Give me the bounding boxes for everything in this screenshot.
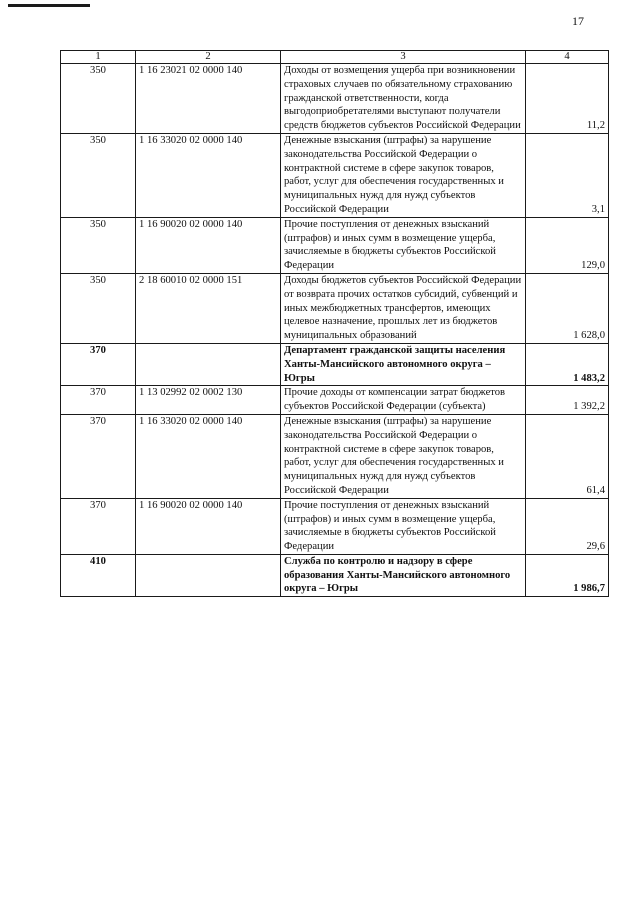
- budget-code-cell: [136, 554, 281, 596]
- admin-code-cell: 350: [61, 217, 136, 273]
- revenue-name-cell: Прочие поступления от денежных взысканий (штрафов) и иных сумм в возмещение ущерба, зачисляемые в бюджеты субъектов Российской Федерации: [281, 498, 526, 554]
- column-header-2: 2: [136, 51, 281, 64]
- admin-code-cell: 370: [61, 386, 136, 415]
- admin-code-cell: 350: [61, 273, 136, 343]
- table-row: [61, 273, 609, 343]
- table-row: [61, 64, 609, 134]
- revenue-name-cell: Служба по контролю и надзору в сфере образования Ханты-Мансийского автономного округа – Югры: [281, 554, 526, 596]
- table-row: [61, 386, 609, 415]
- amount-cell: 61,4: [526, 414, 609, 498]
- table-row: [61, 133, 609, 217]
- column-header-4: 4: [526, 51, 609, 64]
- column-header-1: 1: [61, 51, 136, 64]
- column-header-3: 3: [281, 51, 526, 64]
- amount-cell: 3,1: [526, 133, 609, 217]
- table-row: [61, 217, 609, 273]
- revenue-name-cell: Прочие доходы от компенсации затрат бюджетов субъектов Российской Федерации (субъекта): [281, 386, 526, 415]
- budget-code-cell: 2 18 60010 02 0000 151: [136, 273, 281, 343]
- admin-code-cell: 370: [61, 343, 136, 385]
- amount-cell: 29,6: [526, 498, 609, 554]
- revenue-name-cell: Доходы бюджетов субъектов Российской Федерации от возврата прочих остатков субсидий, субвенций и иных межбюджетных трансфертов, имеющих целевое назначение, прошлых лет из бюджетов муниципальных образований: [281, 273, 526, 343]
- budget-code-cell: 1 16 90020 02 0000 140: [136, 217, 281, 273]
- budget-code-cell: 1 16 33020 02 0000 140: [136, 414, 281, 498]
- revenue-name-cell: Департамент гражданской защиты населения Ханты-Мансийского автономного округа – Югры: [281, 343, 526, 385]
- revenue-name-cell: Прочие поступления от денежных взысканий (штрафов) и иных сумм в возмещение ущерба, зачисляемые в бюджеты субъектов Российской Федерации: [281, 217, 526, 273]
- table-row: [61, 498, 609, 554]
- amount-cell: 1 392,2: [526, 386, 609, 415]
- budget-code-cell: 1 13 02992 02 0002 130: [136, 386, 281, 415]
- admin-code-cell: 410: [61, 554, 136, 596]
- amount-cell: 129,0: [526, 217, 609, 273]
- table-header-row: [61, 51, 609, 64]
- scan-edge-mark: [8, 4, 90, 7]
- budget-code-cell: 1 16 33020 02 0000 140: [136, 133, 281, 217]
- amount-cell: 11,2: [526, 64, 609, 134]
- budget-code-cell: 1 16 23021 02 0000 140: [136, 64, 281, 134]
- revenue-name-cell: Доходы от возмещения ущерба при возникновении страховых случаев по обязательному страхованию гражданской ответственности, когда выгодоприобретателями выступают получатели средств бюджетов субъектов Российской Федерации: [281, 64, 526, 134]
- amount-cell: 1 483,2: [526, 343, 609, 385]
- amount-cell: 1 986,7: [526, 554, 609, 596]
- revenue-name-cell: Денежные взыскания (штрафы) за нарушение законодательства Российской Федерации о контрактной системе в сфере закупок товаров, работ, услуг для обеспечения государственных и муниципальных нужд для нужд субъектов Российской Федерации: [281, 414, 526, 498]
- page-number: 17: [572, 14, 584, 28]
- admin-code-cell: 370: [61, 498, 136, 554]
- admin-code-cell: 370: [61, 414, 136, 498]
- amount-cell: 1 628,0: [526, 273, 609, 343]
- table-row: [61, 343, 609, 385]
- revenue-name-cell: Денежные взыскания (штрафы) за нарушение законодательства Российской Федерации о контрактной системе в сфере закупок товаров, работ, услуг для обеспечения государственных и муниципальных нужд для нужд субъектов Российской Федерации: [281, 133, 526, 217]
- admin-code-cell: 350: [61, 133, 136, 217]
- table-row: [61, 554, 609, 596]
- revenue-table: [60, 50, 609, 597]
- table-row: [61, 414, 609, 498]
- budget-code-cell: [136, 343, 281, 385]
- budget-code-cell: 1 16 90020 02 0000 140: [136, 498, 281, 554]
- admin-code-cell: 350: [61, 64, 136, 134]
